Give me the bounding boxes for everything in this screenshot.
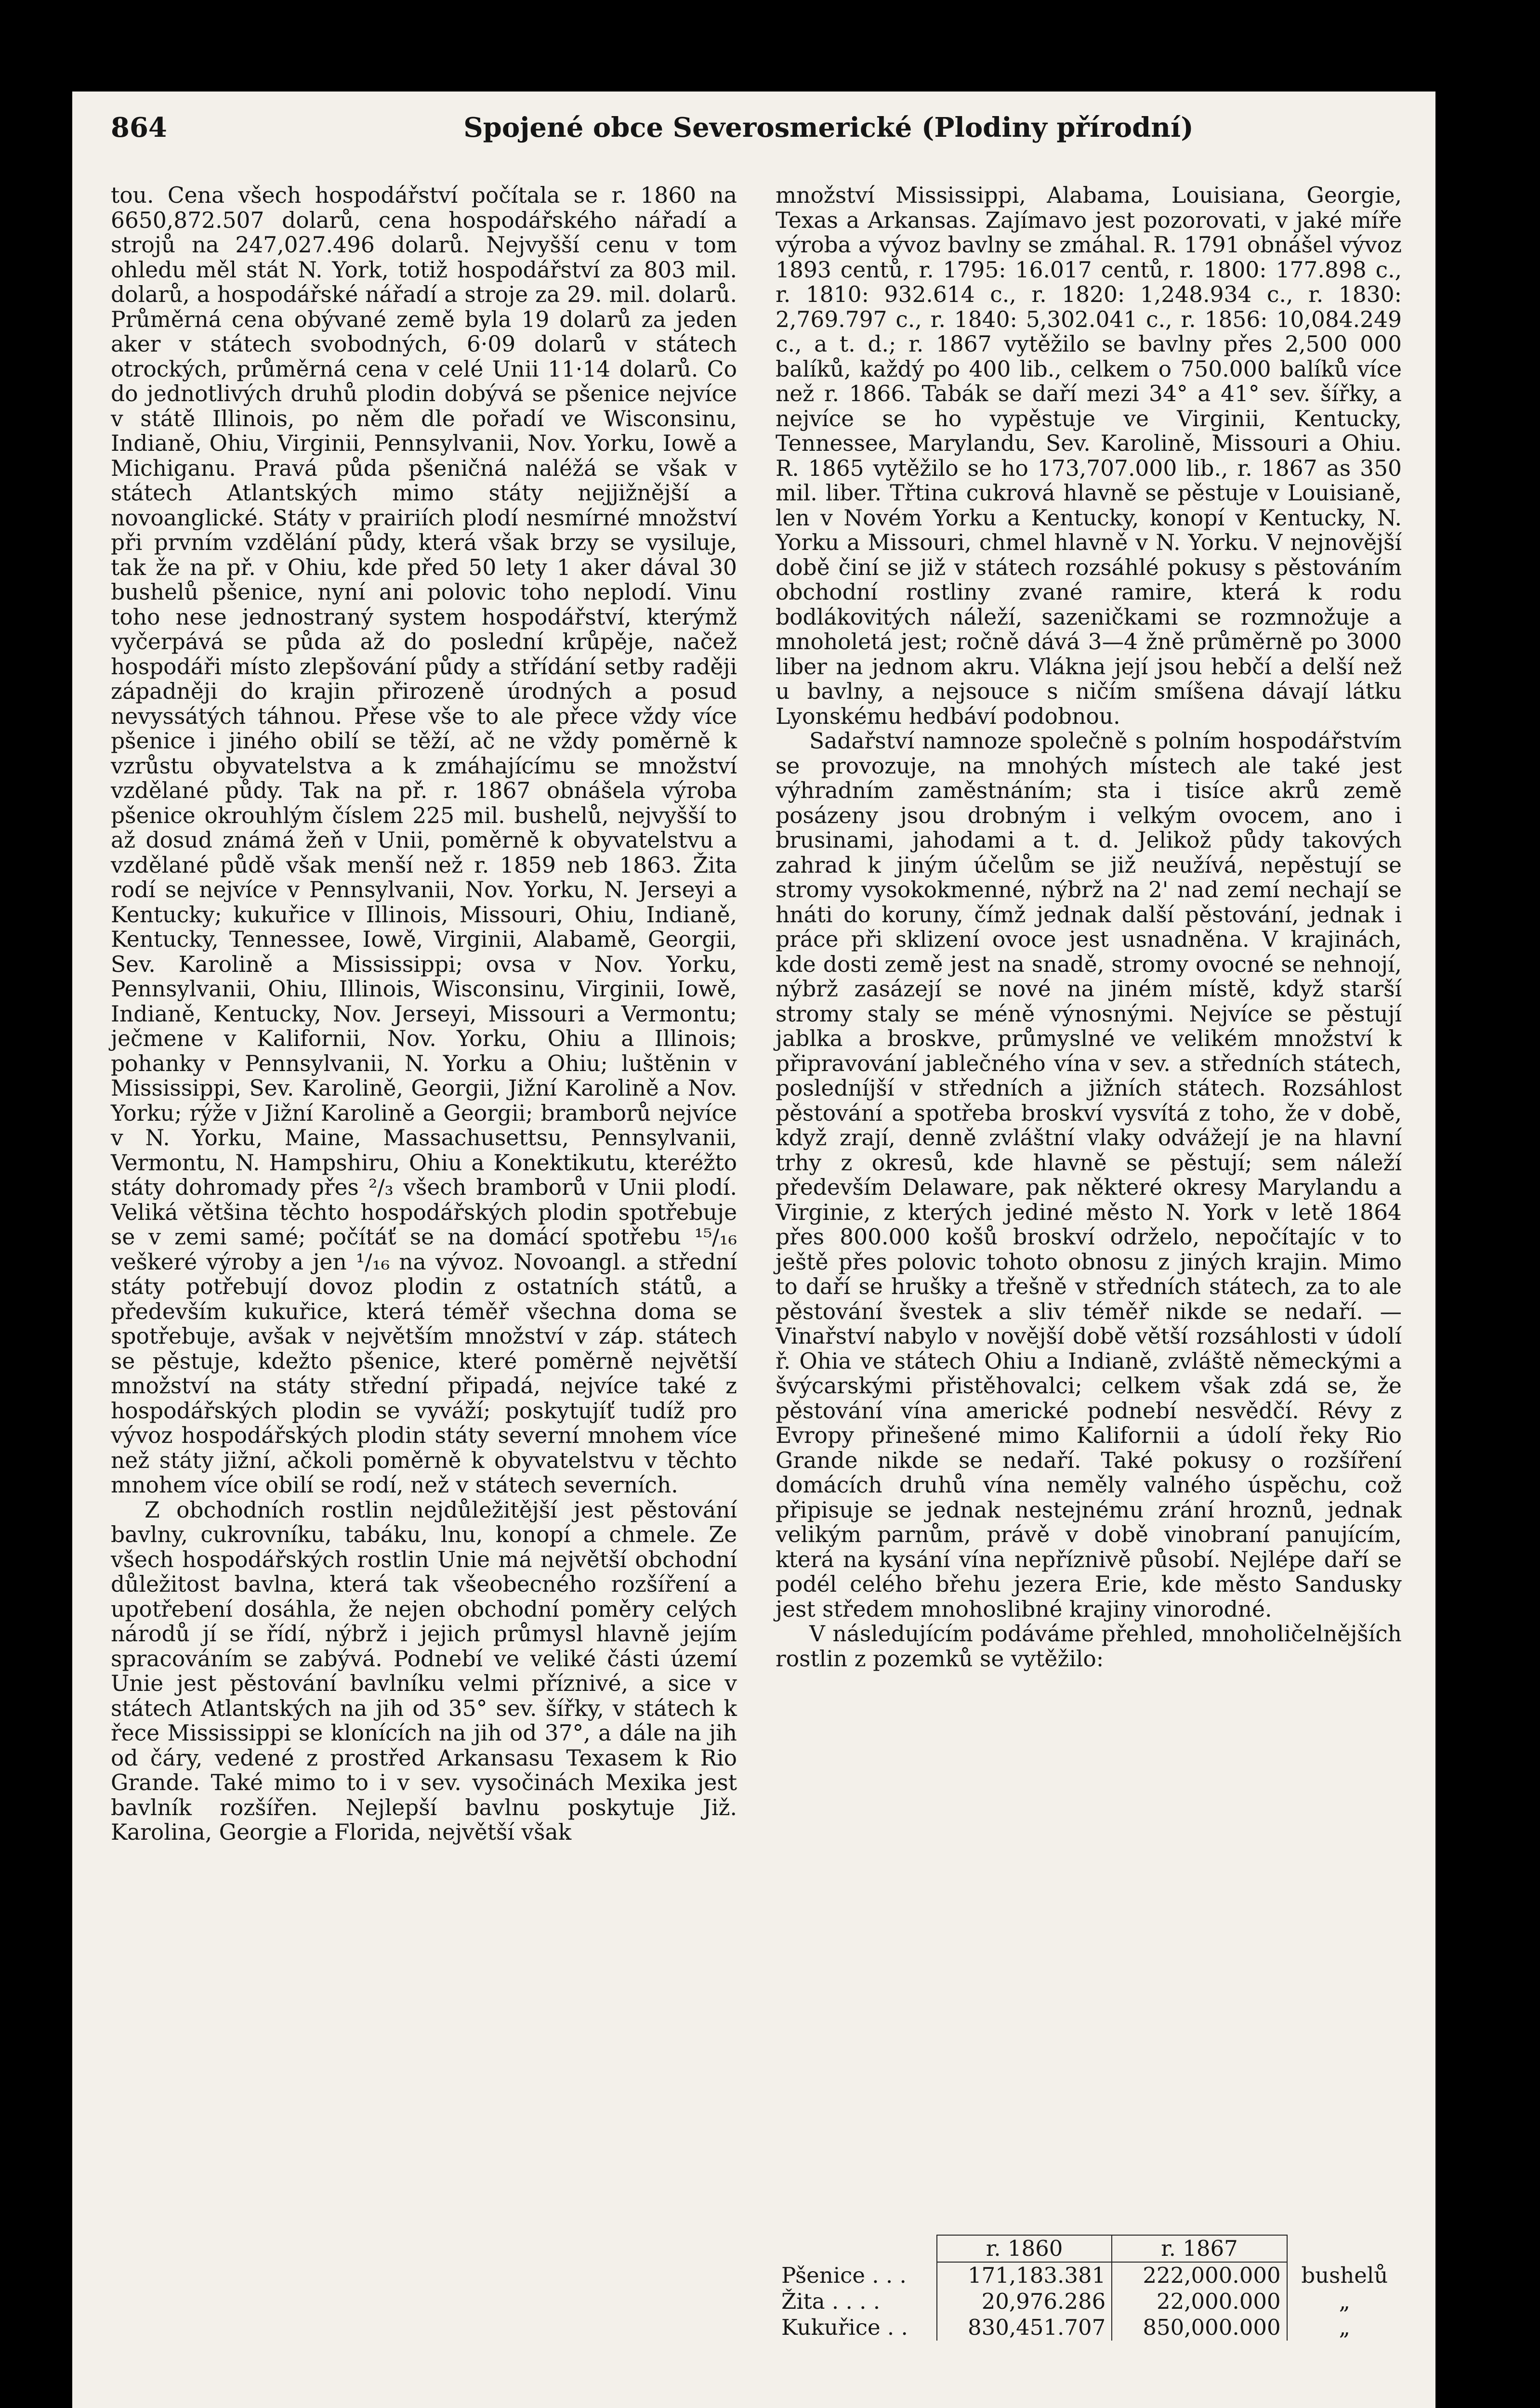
book-page: [72, 92, 1435, 2408]
right-paragraph-2: Sadařství namnoze společně s polním hospodářstvím se provozuje, na mnohých místech ale také jest výhradním zaměstnáním; sta i tisíce akrů země posázeny jsou drobným i velkým ovocem, ano i brusinami, jahodami a t. d. Jelikož půdy takových zahrad k jiným účelům se již neužívá, nepěstují se stromy vysokokmenné, nýbrž na 2' nad zemí nechají se hnáti do koruny, čímž jednak další pěstování, jednak i práce při sklizení ovoce jest usnadněna. V krajinách, kde dosti země jest na snadě, stromy ovocné se nehnojí, nýbrž zasázejí se nové na jiném místě, když starší stromy staly se méně výnosnými. Nejvíce se pěstují jablka a broskve, průmyslné ve velikém množství k připravování jablečného vína v sev. a středních státech, posledníjší v středních a jižních státech. Rozsáhlost pěstování a spotřeba broskví vysvítá z toho, že v době, když zrají, denně zvláštní vlaky odvážejí je na hlavní trhy z okresů, kde hlavně se pěstují; sem náleží především Delaware, pak některé okresy Marylandu a Virginie, z kterých jediné město N. York v letě 1864 přes 800.000 košů broskví održelo, nepočítajíc v to ještě přes polovic tohoto obnosu z jiných krajin. Mimo to daří se hrušky a třešně v středních státech, za to ale pěstování švestek a sliv téměř nikde se nedaří. — Vinařství nabylo v novější době větší rozsáhlosti v údolí ř. Ohia ve státech Ohiu a Indianě, zvláště německými a švýcarskými přistěhovalci; celkem však zdá se, že pěstování vína americké podnebí nesvědčí. Révy z Evropy přinešené mimo Kalifornii a údolí řeky Rio Grande nikde se nedaří. Také pokusy o rozšíření domácích druhů vína neměly valného úspěchu, což připisuje se jednak nestejnému zrání hroznů, jednak velikým parnům, právě v době vinobraní panujícím, která na kysání vína nepříznivě působí. Nejlépe daří se podél celého břehu jezera Erie, kde město Sandusky jest středem mnohoslibné krajiny vinorodné.: [776, 728, 1402, 1622]
crop-yield-table: [776, 2235, 1402, 2341]
table-row: [776, 2315, 1402, 2341]
right-paragraph-3: V následujícím podáváme přehled, mnoholičelnějších rostlin z pozemků se vytěžilo:: [776, 1621, 1402, 1672]
table-header-1860: r. 1860: [937, 2235, 1112, 2262]
table-row: [776, 2262, 1402, 2289]
unit: „: [1339, 2315, 1350, 2340]
table-header-label: [776, 2235, 937, 2262]
row-label: Žita . . . .: [781, 2289, 881, 2314]
unit: „: [1339, 2289, 1350, 2314]
value-1867: 850,000.000: [1112, 2315, 1287, 2341]
row-label: Pšenice . . .: [781, 2262, 907, 2288]
unit: bushelů: [1301, 2262, 1388, 2288]
table-row: [776, 2289, 1402, 2315]
table-header-1867: r. 1867: [1112, 2235, 1287, 2262]
table-header-row: [776, 2235, 1402, 2262]
left-paragraph-1: tou. Cena všech hospodářství počítala se r. 1860 na 6650,872.507 dolarů, cena hospodářského nářadí a strojů na 247,027.496 dolarů. Nejvyšší cenu v tom ohledu měl stát N. York, totiž hospodářství za 803 mil. dolarů, a hospodářské nářadí a stroje za 29. mil. dolarů. Průměrná cena obývané země byla 19 dolarů za jeden aker v státech svobodných, 6·09 dolarů v státech otrockých, průměrná cena v celé Unii 11·14 dolarů. Co do jednotlivých druhů plodin dobývá se pšenice nejvíce v státě Illinois, po něm dle pořadí ve Wisconsinu, Indianě, Ohiu, Virginii, Pennsylvanii, Nov. Yorku, Iowě a Michiganu. Pravá půda pšeničná naléžá se však v státech Atlantských mimo státy nejjižnější a novoanglické. Státy v prairiích plodí nesmírné množství při prvním vzdělání půdy, která však brzy se vysiluje, tak že na př. v Ohiu, kde před 50 lety 1 aker dával 30 bushelů pšenice, nyní ani polovic toho neplodí. Vinu toho nese jednostraný system hospodářství, kterýmž vyčerpává se půda až do poslední krůpěje, načež hospodáři místo zlepšování půdy a střídání setby raději západněji do krajin přirozeně úrodných a posud nevyssátých táhnou. Přese vše to ale přece vždy více pšenice i jiného obilí se těží, ač ne vždy poměrně k vzrůstu obyvatelstva a k zmáhajícímu se množství vzdělané půdy. Tak na př. r. 1867 obnášela výroba pšenice okrouhlým číslem 225 mil. bushelů, nejvyšší to až dosud známá žeň v Unii, poměrně k obyvatelstvu a vzdělané půdě však menší než r. 1859 neb 1863. Žita rodí se nejvíce v Pennsylvanii, Nov. Yorku, N. Jerseyi a Kentucky; kukuřice v Illinois, Missouri, Ohiu, Indianě, Kentucky, Tennessee, Iowě, Virginii, Alabamě, Georgii, Sev. Karolině a Mississippi; ovsa v Nov. Yorku, Pennsylvanii, Ohiu, Illinois, Wisconsinu, Virginii, Iowě, Indianě, Kentucky, Nov. Jerseyi, Missouri a Vermontu; ječmene v Kalifornii, Nov. Yorku, Ohiu a Illinois; pohanky v Pennsylvanii, N. Yorku a Ohiu; luštěnin v Mississippi, Sev. Karolině, Georgii, Jižní Karolině a Nov. Yorku; rýže v Jižní Karolině a Georgii; bramborů nejvíce v N. Yorku, Maine, Massachusettsu, Pennsylvanii, Vermontu, N. Hampshiru, Ohiu a Konektikutu, kteréžto státy dohromady přes ²/₃ všech bramborů v Unii plodí. Veliká většina těchto hospodářských plodin spotřebuje se v zemi samé; počítáť se na domácí spotřebu ¹⁵/₁₆ veškeré výroby a jen ¹/₁₆ na vývoz. Novoangl. a střední státy potřebují dovoz plodin z ostatních států, a především kukuřice, která téměř všechna doma se spotřebuje, avšak v největším množství v záp. státech se pěstuje, kdežto pšenice, které poměrně největší množství na státy střední připadá, nejvíce také z hospodářských plodin se vyváží; poskytujíť tudíž pro vývoz hospodářských plodin státy severní mnohem více než státy jižní, ačkoli poměrně k obyvatelstvu v těchto mnohem více obilí se rodí, než v státech severních.: [111, 183, 737, 1498]
left-paragraph-2: Z obchodních rostlin nejdůležitější jest pěstování bavlny, cukrovníku, tabáku, lnu, konopí a chmele. Ze všech hospodářských rostlin Unie má největší obchodní důležitost bavlna, která tak všeobecného rozšíření a upotřebení dosáhla, že nejen obchodní poměry celých národů jí se řídí, nýbrž i jejich průmysl hlavně jejím spracováním se zabývá. Podnebí ve veliké části území Unie jest pěstování bavlníku velmi příznivé, a sice v státech Atlantských na jih od 35° sev. šířky, v státech k řece Mississippi se klonících na jih od 37°, a dále na jih od čáry, vedené z prostřed Arkansasu Texasem k Rio Grande. Také mimo to i v sev. vysočinách Mexika jest bavlník rozšířen. Nejlepší bavlnu poskytuje Již. Karolina, Georgie a Florida, největší však: [111, 1497, 737, 1845]
value-1860: 20,976.286: [937, 2289, 1112, 2315]
value-1867: 22,000.000: [1112, 2289, 1287, 2315]
table-header-unit: [1287, 2235, 1402, 2262]
value-1860: 830,451.707: [937, 2315, 1112, 2341]
right-paragraph-1: množství Mississippi, Alabama, Louisiana, Georgie, Texas a Arkansas. Zajímavo jest pozorovati, v jaké míře výroba a vývoz bavlny se zmáhal. R. 1791 obnášel vývoz 1893 centů, r. 1795: 16.017 centů, r. 1800: 177.898 c., r. 1810: 932.614 c., r. 1820: 1,248.934 c., r. 1830: 2,769.797 c., r. 1840: 5,302.041 c., r. 1856: 10,084.249 c., a t. d.; r. 1867 vytěžilo se bavlny přes 2,500 000 balíků, každý po 400 lib., celkem o 750.000 balíků více než r. 1866. Tabák se daří mezi 34° a 41° sev. šířky, a nejvíce se ho vypěstuje ve Virginii, Kentucky, Tennessee, Marylandu, Sev. Karolině, Missouri a Ohiu. R. 1865 vytěžilo se ho 173,707.000 lib., r. 1867 as 350 mil. liber. Třtina cukrová hlavně se pěstuje v Louisianě, len v Novém Yorku a Kentucky, konopí v Kentucky, N. Yorku a Missouri, chmel hlavně v N. Yorku. V nejnovější době činí se již v státech rozsáhlé pokusy s pěstováním obchodní rostliny zvané ramire, která k rodu bodlákovitých náleží, sazeničkami se rozmnožuje a mnoholetá jest; ročně dává 3—4 žně průměrně po 3000 liber na jednom akru. Vlákna její jsou hebčí a delší než u bavlny, a nejsouce s ničím smíšena dávají látku Lyonskému hedbáví podobnou.: [776, 183, 1402, 729]
value-1860: 171,183.381: [937, 2262, 1112, 2289]
running-title: Spojené obce Severosmerické (Plodiny přírodní): [463, 112, 1194, 144]
page-header: [111, 101, 1402, 154]
right-column: [776, 183, 1402, 1671]
value-1867: 222,000.000: [1112, 2262, 1287, 2289]
row-label: Kukuřice . .: [781, 2315, 908, 2340]
left-column: [111, 183, 737, 1845]
page-number: 864: [111, 112, 167, 144]
